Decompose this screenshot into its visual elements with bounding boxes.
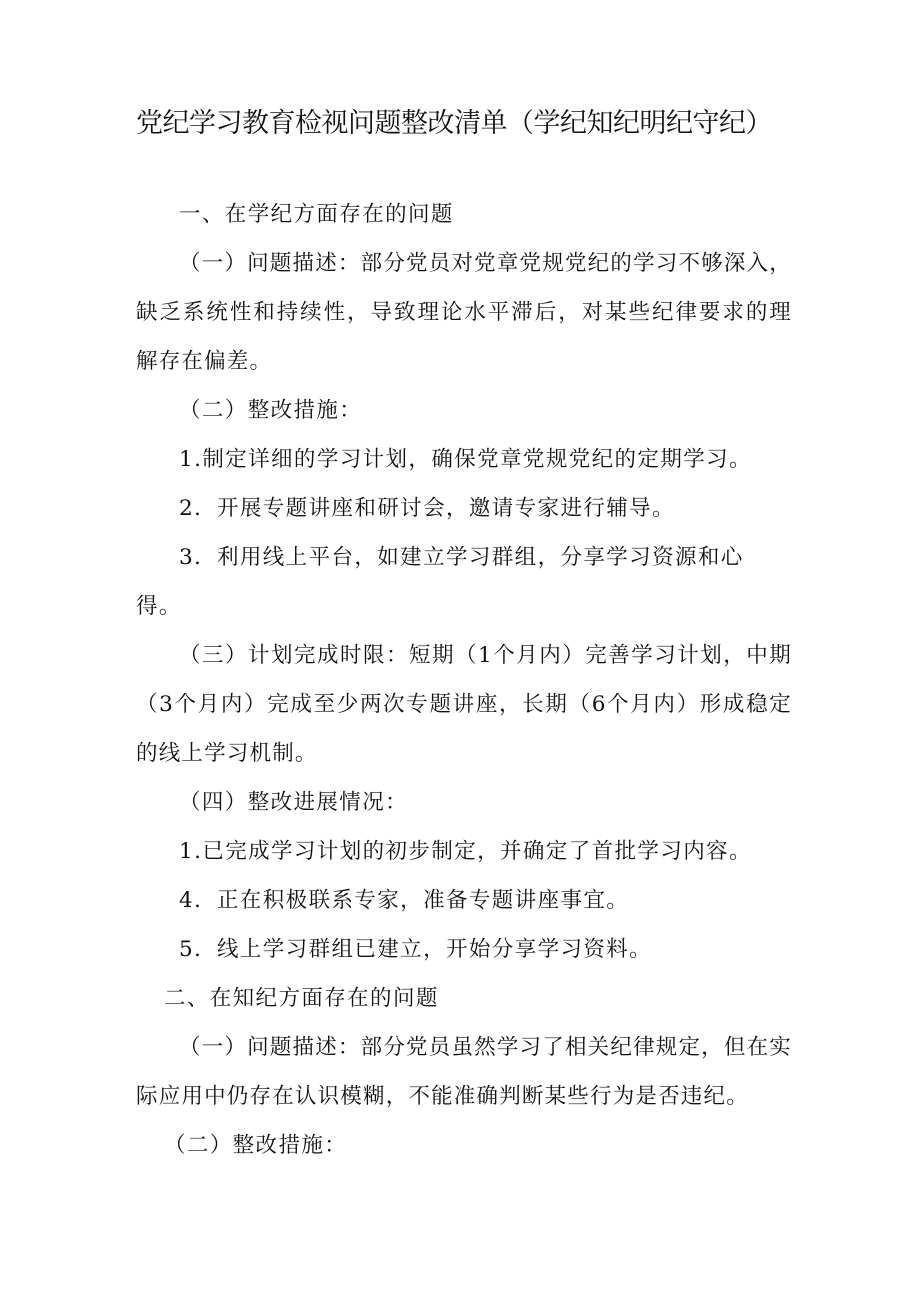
paragraph-measures-heading: （二）整改措施： — [163, 1133, 348, 1158]
paragraph-problem-description: （一）问题描述：部分党员对党章党规党纪的学习不够深入，缺乏系统性和持续性，导致理论水平滞后，对某些纪律要求的理解存在偏差。 — [136, 251, 792, 374]
list-item-progress: 4．正在积极联系专家，准备专题讲座事宜。 — [179, 888, 630, 913]
paragraph-problem-description: （一）问题描述：部分党员虽然学习了相关纪律规定，但在实际应用中仍存在认识模糊，不能准确判断某些行为是否违纪。 — [136, 1035, 792, 1109]
list-item-progress: 1.已完成学习计划的初步制定，并确定了首批学习内容。 — [179, 839, 752, 864]
paragraph-measures-heading: （二）整改措施： — [179, 398, 363, 423]
section-heading-know: 二、在知纪方面存在的问题 — [163, 986, 439, 1011]
list-item-measure: 2．开展专题讲座和研讨会，邀请专家进行辅导。 — [179, 496, 675, 521]
paragraph-timeline: （三）计划完成时限：短期（1个月内）完善学习计划，中期（3个月内）完成至少两次专题讲座，长期（6个月内）形成稳定的线上学习机制。 — [136, 643, 792, 766]
section-heading-study: 一、在学纪方面存在的问题 — [179, 202, 454, 227]
paragraph-progress-heading: （四）整改进展情况： — [179, 790, 409, 815]
document-body — [136, 190, 792, 1170]
list-item-measure: 3．利用线上平台，如建立学习群组，分享学习资源和心得。 — [136, 545, 744, 619]
list-item-measure: 1.制定详细的学习计划，确保党章党规党纪的定期学习。 — [179, 447, 752, 472]
list-item-progress: 5．线上学习群组已建立，开始分享学习资料。 — [179, 937, 653, 962]
document-title: 党纪学习教育检视问题整改清单（学纪知纪明纪守纪） — [136, 108, 772, 139]
